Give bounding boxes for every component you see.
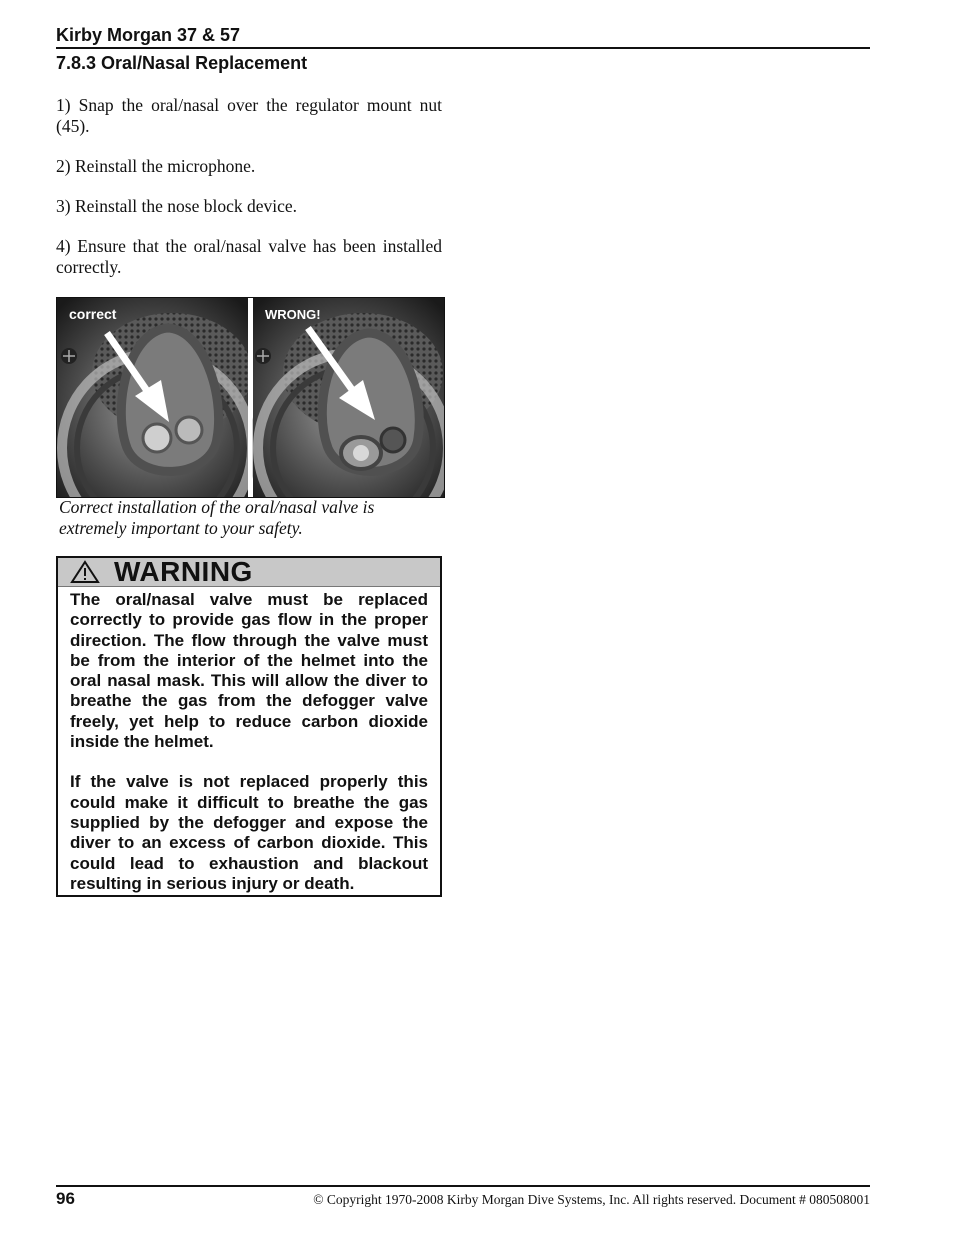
warning-header <box>58 558 440 587</box>
warning-triangle-icon <box>70 560 100 589</box>
instruction-steps <box>56 95 442 297</box>
warning-paragraph: If the valve is not replaced properly this could make it difficult to breathe the gas supplied by the defogger and expose the diver to an excess of carbon dioxide. This could lead to exhaustion and blackout resulting in serious injury or death. <box>70 772 428 893</box>
warning-paragraph: The oral/nasal valve must be replaced correctly to provide gas flow in the proper direction. The flow through the valve must be from the interior of the helmet into the oral nasal mask. This will allow the diver to breathe the gas from the defogger valve freely, yet help to reduce carbon dioxide inside the helmet. <box>70 590 428 752</box>
step-4: 4) Ensure that the oral/nasal valve has been installed correctly. <box>56 236 442 277</box>
correct-photo <box>57 298 252 497</box>
oral-nasal-comparison-photo <box>56 297 445 498</box>
wrong-label: WRONG! <box>265 307 321 322</box>
figure-caption: Correct installation of the oral/nasal valve is extremely important to your safety. <box>59 497 375 538</box>
page-number: 96 <box>56 1189 75 1208</box>
comparison-photo-graphic <box>57 298 444 497</box>
correct-label: correct <box>69 306 117 322</box>
warning-body <box>58 587 440 894</box>
warning-title: WARNING <box>114 556 253 587</box>
section-title: 7.8.3 Oral/Nasal Replacement <box>56 53 308 73</box>
header-divider <box>56 47 870 49</box>
step-1: 1) Snap the oral/nasal over the regulator mount nut (45). <box>56 95 442 136</box>
step-3: 3) Reinstall the nose block device. <box>56 196 298 216</box>
document-header-title: Kirby Morgan 37 & 57 <box>56 25 241 45</box>
warning-box <box>56 556 442 897</box>
copyright-notice: © Copyright 1970-2008 Kirby Morgan Dive Systems, Inc. All rights reserved. Document # 080508001 <box>313 1192 870 1207</box>
step-2: 2) Reinstall the microphone. <box>56 156 256 176</box>
wrong-photo <box>253 298 444 497</box>
footer-divider <box>56 1185 870 1187</box>
